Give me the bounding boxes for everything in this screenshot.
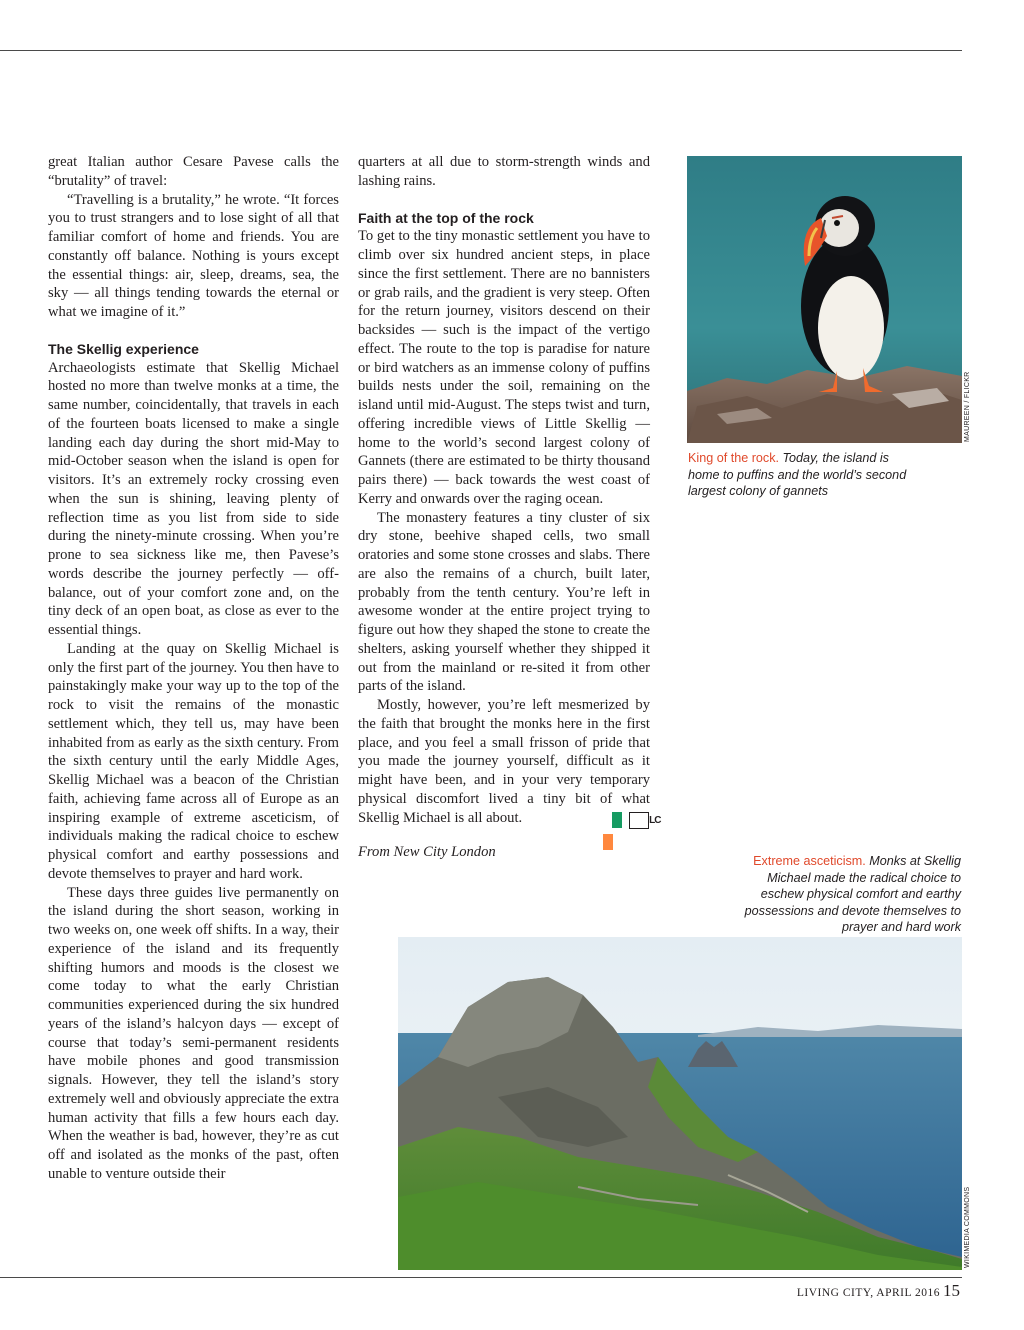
paragraph: quarters at all due to storm-strength winds and lashing rains.	[358, 154, 650, 189]
paragraph	[358, 696, 661, 829]
irish-flag-icon	[593, 812, 623, 828]
bottom-rule	[0, 1277, 962, 1278]
photo-credit: WIKIMEDIA COMMONS	[964, 1186, 971, 1268]
end-mark	[574, 811, 661, 830]
photo-caption	[688, 450, 908, 500]
caption-lead: Extreme asceticism.	[753, 854, 866, 868]
page-footer	[797, 1281, 960, 1301]
article-source: From New City London	[358, 844, 496, 861]
article-column-1	[48, 153, 339, 1184]
paragraph: Landing at the quay on Skellig Michael is only the first part of the journey. You then have to painstakingly make your way up to the top of the rock to visit the remains of the monastic settlement which, they tell us, may have been inhabited from as early as the sixth century. From the sixth century until the early Middle Ages, Skellig Michael was a beacon of the Christian faith, achieving fame across all of Europe as an inspiring example of extreme asceticism, of individuals making the radical choice to eschew physical comfort and earthy possessions and devote themselves to prayer and hard work.	[48, 640, 339, 882]
paragraph: The monastery features a tiny cluster of six dry stone, beehive shaped cells, two small oratories and some stone crosses and slabs. There are also the remains of a church, built later, probably from the tenth century. You’re left in awesome wonder at the entire project trying to figure out how they shaped the stone to create the shelters, asking yourself whether they shipped it out from the mainland or re-sited it from other parts of the island.	[358, 509, 650, 695]
puffin-photo	[687, 156, 962, 443]
photo-caption	[730, 853, 961, 936]
paragraph-text: Mostly, however, you’re left mesmerized by the faith that brought the monks here in the first place, and you feel a small frisson of pride that you made the journey yourself, difficult as it might have been, and in your very temporary physical discomfort lived a tiny bit of what Skellig Michael is all about.	[358, 697, 650, 826]
article-column-2	[358, 153, 661, 862]
magazine-issue: LIVING CITY, APRIL 2016	[796, 1287, 940, 1299]
paragraph: Archaeologists estimate that Skellig Michael hosted no more than twelve monks at a time, the same number, coincidentally, that travels in each of the fourteen boats licensed to make a single landing each day during the short mid-May to mid-October season when the island is open for visitors. It’s an extremely rocky crossing even when the sun is shining, leaving plenty of reflection time as you list from side to side during the ninety-minute crossing. When you’re prone to sea sickness like me, then Pavese’s words describe the journey perfectly — off-balance, out of your comfort zone and, on the tiny deck of an open boat, as close as ever to the essential things.	[48, 359, 339, 638]
caption-body: Today, the island is home to puffins and the world’s second largest colony of gannets	[688, 451, 907, 498]
section-heading: Faith at the top of the rock	[358, 209, 534, 226]
caption-body: Monks at Skellig Michael made the radical choice to eschew physical comfort and earthy possessions and devote themselves to prayer and hard work	[744, 854, 961, 934]
paragraph: great Italian author Cesare Pavese calls the “brutality” of travel:	[48, 154, 339, 189]
lc-logo-icon: LC	[629, 812, 649, 829]
paragraph: To get to the tiny monastic settlement you have to climb over six hundred ancient steps, in place since the first settlement. There are no bannisters or grab rails, and the gradient is very steep. Often for the return journey, visitors descend on their backsides — such is the impact of the vertigo effect. The route to the top is paradise for nature or bird watchers as an immense colony of puffins builds nests under the soil, remaining on the island until mid-August. The steps twist and turn, offering incredible views of Little Skellig — home to the world’s second largest colony of Gannets (there are estimated to be thirty thousand pairs there) — back towards the west coast of Kerry and onwards over the raging ocean.	[358, 228, 650, 507]
section-heading: The Skellig experience	[48, 340, 199, 357]
page-number: 15	[943, 1281, 960, 1300]
photo-credit: MAUREEN / FLICKR	[964, 371, 971, 442]
skellig-michael-photo	[398, 937, 962, 1270]
paragraph: These days three guides live permanently on the island during the short season, working in two weeks on, one week off shifts. In a way, their experience of the island and its frequently shifting humors and moods is the closest we come today to what the early Christian communities experienced during the six hundred years of the island’s halcyon days — except of course that today’s semi-permanent residents have mobile phones and good transmission signals. However, they tell the island’s story extremely well and obviously appreciate the extra human activity that fills a few hours each day. When the weather is bad, however, they’re as cut off and isolated as the monks of the past, often unable to venture outside their	[48, 884, 339, 1182]
caption-lead: King of the rock.	[688, 451, 780, 465]
top-rule	[0, 50, 962, 51]
paragraph: “Travelling is a brutality,” he wrote. “It forces you to trust strangers and to lose sight of all that familiar comfort of home and friends. You are constantly off balance. Nothing is yours except the essential things: air, sleep, dreams, sea, the sky — all things tending towards the eternal or what we imagine of it.”	[48, 191, 339, 320]
